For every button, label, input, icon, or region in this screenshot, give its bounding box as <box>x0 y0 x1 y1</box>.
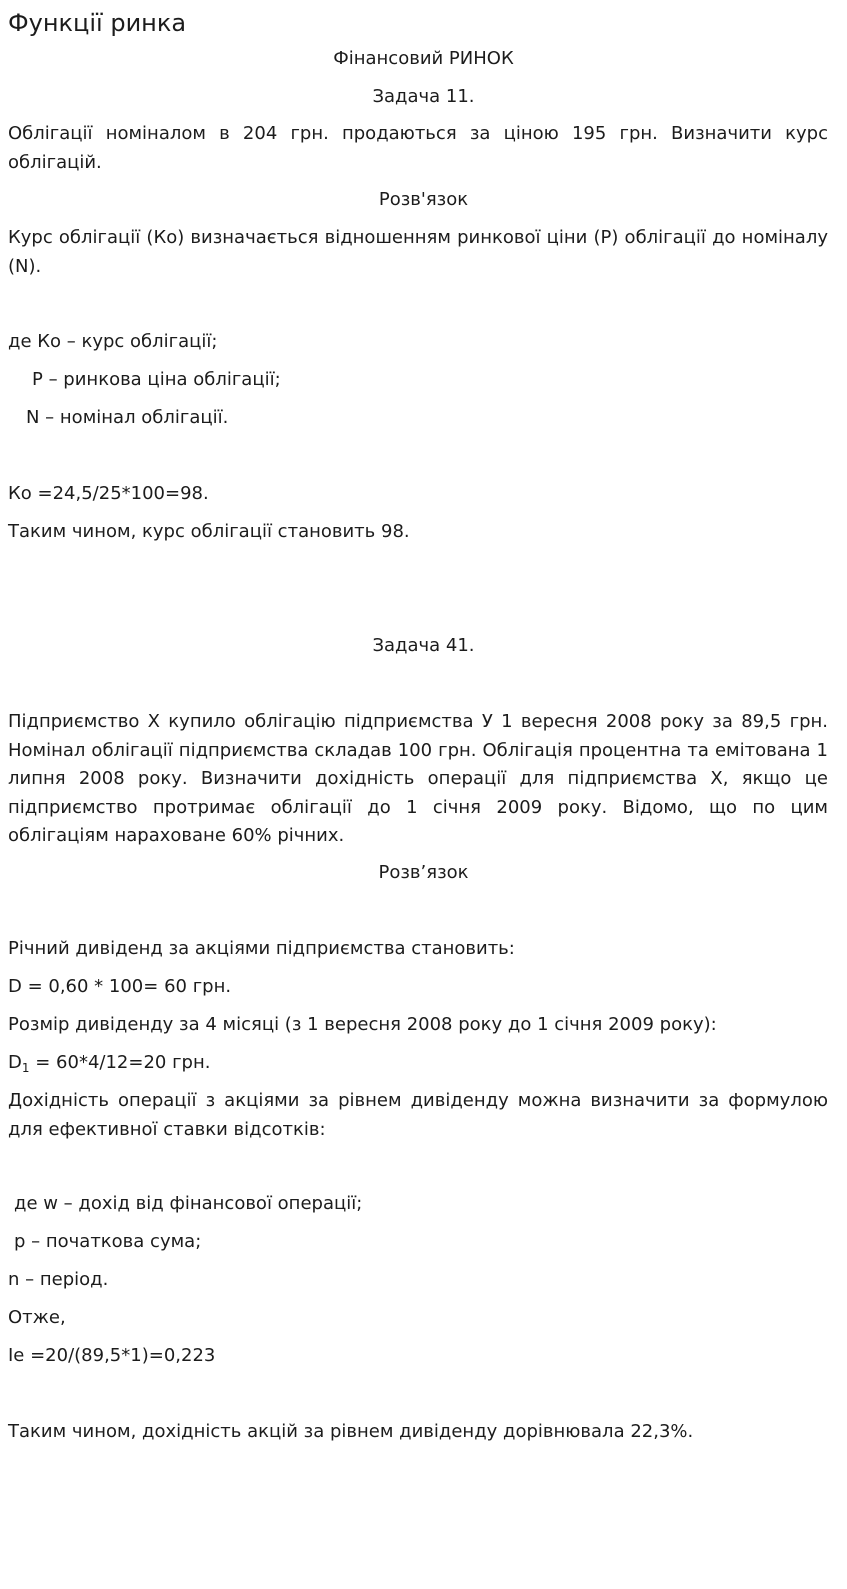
d1-expression: = 60*4/12=20 грн. <box>29 1052 211 1073</box>
where-w: де w – дохід від фінансової операції; <box>14 1193 363 1214</box>
task1-solution-heading: Розв'язок <box>378 189 469 210</box>
period-dividend-text: Розмір дивіденду за 4 місяці (з 1 вересня 2008 року до 1 січня 2009 року): <box>8 1014 717 1035</box>
page-title: Функції ринка <box>8 9 187 37</box>
task1-heading: Задача 11. <box>372 86 475 107</box>
task1-definition: Курс облігації (Ко) визначається відношенням ринкової ціни (Р) облігації до номіналу (N). <box>8 227 828 277</box>
ie-calculation: Ie =20/(89,5*1)=0,223 <box>8 1345 216 1366</box>
where-p: p – початкова сума; <box>14 1231 202 1252</box>
task1-where-p: P – ринкова ціна облігації; <box>32 369 281 390</box>
where-n: n – період. <box>8 1269 109 1290</box>
therefore-text: Отже, <box>8 1307 66 1328</box>
task2-heading: Задача 41. <box>372 635 475 656</box>
task2-solution-heading: Розв’язок <box>378 862 469 883</box>
d1-subscript: 1 <box>21 1061 30 1075</box>
yield-formula-text: Дохідність операції з акціями за рівнем дивіденду можна визначити за формулою для ефективної ставки відсотків: <box>8 1090 828 1140</box>
task1-calculation: Ко =24,5/25*100=98. <box>8 483 209 504</box>
d1-symbol: D <box>8 1052 22 1073</box>
task2-statement: Підприємство Х купило облігацію підприємства У 1 вересня 2008 року за 89,5 грн. Номінал облігації підприємства складав 100 грн. Облігація процентна та емітована 1 липня 2008 року. Визначити дохідність операції для підприємства Х, якщо це підприємство протримає облігації до 1 січня 2009 року. Відомо, що по цим облігаціям нараховане 60% річних. <box>8 711 828 846</box>
task1-where-n: N – номінал облігації. <box>26 407 229 428</box>
task1-statement: Облігації номіналом в 204 грн. продаються за ціною 195 грн. Визначити курс облігацій. <box>8 123 828 173</box>
annual-dividend-text: Річний дивіденд за акціями підприємства становить: <box>8 938 515 959</box>
section-heading: Фінансовий РИНОК <box>333 48 514 69</box>
task1-conclusion: Таким чином, курс облігації становить 98. <box>8 521 410 542</box>
d-formula: D = 0,60 * 100= 60 грн. <box>8 976 232 997</box>
d1-formula <box>8 1049 828 1077</box>
task1-where-ko: де Ко – курс облігації; <box>8 331 218 352</box>
task2-conclusion: Таким чином, дохідність акцій за рівнем дивіденду дорівнювала 22,3%. <box>8 1421 694 1442</box>
